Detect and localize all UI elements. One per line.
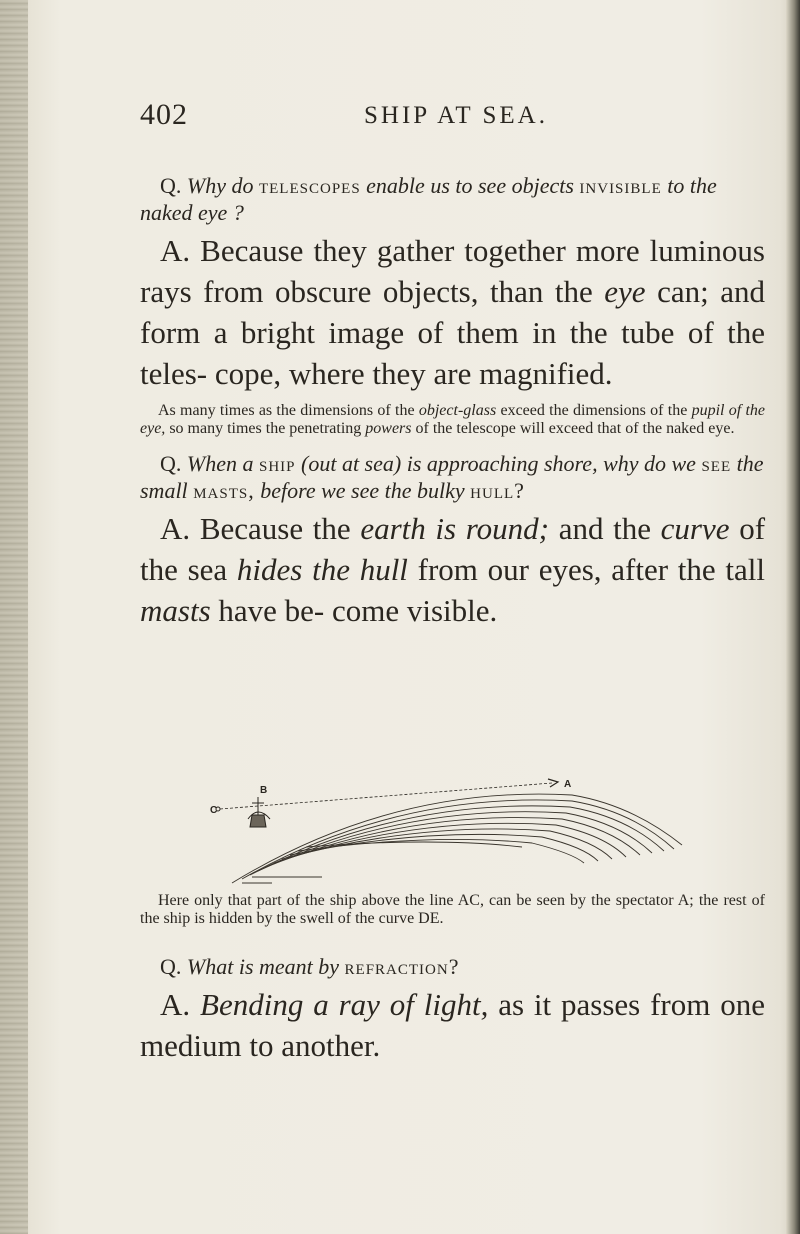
page-edge	[786, 0, 800, 1234]
answer-refraction: A. Bending a ray of light, as it passes from one medium to another.	[140, 987, 765, 1063]
figure-label-a: A	[564, 779, 572, 790]
figure-label-c: C	[210, 805, 218, 816]
ship-curvature-figure	[212, 775, 682, 885]
question-refraction: Q. What is meant by refraction?	[160, 954, 459, 979]
answer-telescopes: A. Because they gather together more luminous rays from obscure objects, than the eye can; and form a bright image of them in the tube of the teles- cope, where they are magnified.	[140, 233, 766, 391]
book-spine	[0, 0, 28, 1234]
sea-curve-hatching	[232, 794, 682, 883]
sight-line	[220, 779, 558, 809]
answer-ship: A. Because the earth is round; and the curve of the sea hides the hull from our eyes, after the tall masts have be- come visible.	[140, 511, 766, 628]
page-header	[140, 98, 780, 138]
page-number: 402	[140, 98, 188, 131]
question-ship: Q. When a ship (out at sea) is approaching shore, why do we see the small masts, before we see the bulky hull?	[140, 451, 764, 503]
note-telescopes: As many times as the dimensions of the object-glass exceed the dimensions of the pupil of the eye, so many times the penetrating powers of the telescope will exceed that of the naked eye.	[140, 402, 766, 437]
ship-icon	[248, 797, 270, 827]
main-text	[140, 172, 765, 631]
question-telescopes: Q. Why do telescopes enable us to see objects invisible to the naked eye ?	[140, 173, 717, 225]
refraction-section	[140, 953, 765, 1066]
running-head: SHIP AT SEA.	[364, 102, 548, 129]
figure-label-b: B	[260, 785, 268, 796]
figure-caption: Here only that part of the ship above the line AC, can be seen by the spectator A; the rest of the ship is hidden by the swell of the curve DE.	[140, 892, 765, 927]
